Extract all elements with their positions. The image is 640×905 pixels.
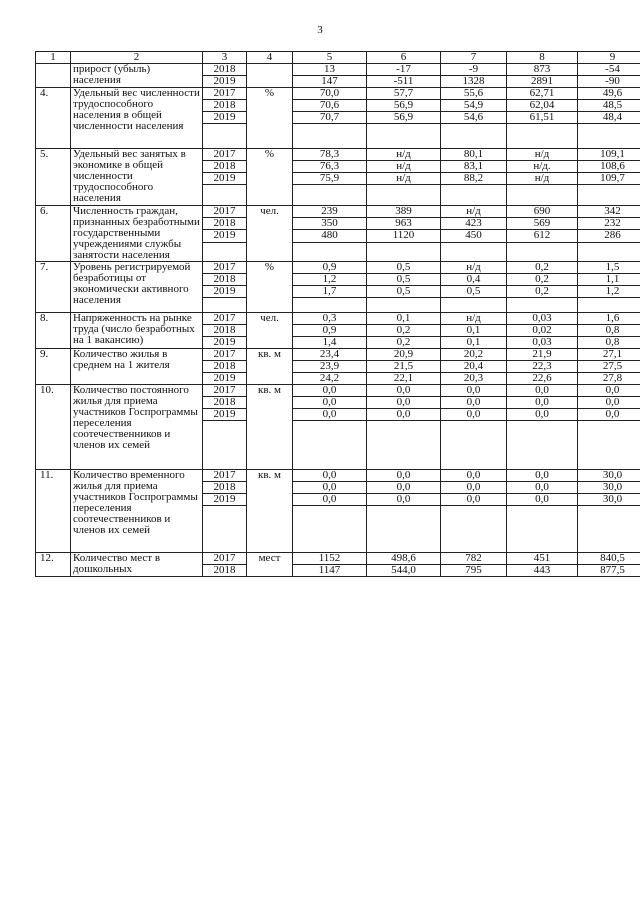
table-row [36, 88, 640, 100]
year-cell: 2019 [203, 494, 247, 506]
value-cell: 55,6 [441, 88, 507, 100]
value-cell: 0,0 [367, 482, 441, 494]
value-cell: 0,5 [441, 286, 507, 298]
year-cell: 2017 [203, 553, 247, 565]
value-cell: 0,2 [367, 337, 441, 349]
indicator-number: 9. [36, 349, 71, 385]
year-cell: 2018 [203, 64, 247, 76]
value-cell-empty [441, 185, 507, 206]
value-cell: 49,6 [578, 88, 640, 100]
value-cell: 480 [293, 230, 367, 242]
value-cell: 0,0 [507, 409, 578, 421]
value-cell-empty [578, 185, 640, 206]
value-cell-empty [578, 298, 640, 313]
value-cell: 54,9 [441, 100, 507, 112]
value-cell: 286 [578, 230, 640, 242]
value-cell: -511 [367, 76, 441, 88]
table-row [36, 206, 640, 218]
value-cell: 61,51 [507, 112, 578, 124]
value-cell-empty [507, 242, 578, 261]
value-cell: н/д [441, 206, 507, 218]
value-cell: 108,6 [578, 161, 640, 173]
value-cell: 78,3 [293, 149, 367, 161]
indicator-number: 12. [36, 553, 71, 577]
value-cell: 690 [507, 206, 578, 218]
year-cell: 2017 [203, 149, 247, 161]
value-cell-empty [507, 421, 578, 470]
indicator-name: Напряженность на рынке труда (число безработных на 1 вакансию) [71, 313, 203, 349]
value-cell: 0,2 [367, 325, 441, 337]
value-cell: 20,2 [441, 349, 507, 361]
column-header: 8 [507, 52, 578, 64]
year-cell: 2017 [203, 262, 247, 274]
value-cell: 20,4 [441, 361, 507, 373]
year-cell: 2018 [203, 482, 247, 494]
value-cell: -90 [578, 76, 640, 88]
value-cell: 443 [507, 565, 578, 577]
value-cell: 147 [293, 76, 367, 88]
value-cell: 0,5 [367, 262, 441, 274]
value-cell: 0,0 [293, 397, 367, 409]
value-cell-empty [507, 506, 578, 553]
value-cell-empty [367, 421, 441, 470]
value-cell-empty [293, 185, 367, 206]
value-cell: н/д [367, 161, 441, 173]
value-cell-empty [441, 242, 507, 261]
value-cell-empty [441, 124, 507, 149]
value-cell: 423 [441, 218, 507, 230]
value-cell: 1120 [367, 230, 441, 242]
value-cell: 963 [367, 218, 441, 230]
year-cell: 2018 [203, 361, 247, 373]
year-cell-empty [203, 242, 247, 261]
indicator-name: Количество постоянного жилья для приема участников Госпрограммы переселения соотечественников и членов их семей [71, 385, 203, 470]
year-cell: 2018 [203, 397, 247, 409]
indicator-name: Удельный вес численности трудоспособного населения в общей численности населения [71, 88, 203, 149]
value-cell: 54,6 [441, 112, 507, 124]
column-header: 5 [293, 52, 367, 64]
indicator-number: 8. [36, 313, 71, 349]
value-cell-empty [578, 506, 640, 553]
value-cell: 612 [507, 230, 578, 242]
indicator-name: Уровень регистрируемой безработицы от экономически активного населения [71, 262, 203, 313]
value-cell: -54 [578, 64, 640, 76]
value-cell: 0,0 [441, 409, 507, 421]
indicator-number: 4. [36, 88, 71, 149]
year-cell: 2018 [203, 218, 247, 230]
value-cell: 30,0 [578, 482, 640, 494]
year-cell: 2018 [203, 565, 247, 577]
value-cell: 0,5 [367, 274, 441, 286]
value-cell-empty [293, 242, 367, 261]
value-cell: 0,0 [441, 482, 507, 494]
value-cell: 1152 [293, 553, 367, 565]
value-cell: 1,5 [578, 262, 640, 274]
year-cell: 2019 [203, 373, 247, 385]
value-cell: 0,0 [441, 494, 507, 506]
column-header: 6 [367, 52, 441, 64]
year-cell: 2017 [203, 88, 247, 100]
table-row [36, 470, 640, 482]
page-number: 3 [317, 24, 323, 36]
indicator-name: прирост (убыль) населения [71, 64, 203, 88]
year-cell: 2017 [203, 313, 247, 325]
value-cell-empty [507, 124, 578, 149]
value-cell: -17 [367, 64, 441, 76]
value-cell: 0,0 [507, 385, 578, 397]
value-cell: 498,6 [367, 553, 441, 565]
value-cell: 1147 [293, 565, 367, 577]
value-cell: 27,1 [578, 349, 640, 361]
year-cell: 2019 [203, 230, 247, 242]
value-cell: 1,6 [578, 313, 640, 325]
indicator-number: 7. [36, 262, 71, 313]
value-cell: 1,1 [578, 274, 640, 286]
year-cell: 2019 [203, 76, 247, 88]
value-cell: 0,0 [578, 385, 640, 397]
value-cell: 1,2 [293, 274, 367, 286]
value-cell: 0,0 [507, 482, 578, 494]
year-cell: 2019 [203, 286, 247, 298]
value-cell: 21,9 [507, 349, 578, 361]
year-cell-empty [203, 506, 247, 553]
table-row [36, 313, 640, 325]
year-cell: 2018 [203, 325, 247, 337]
value-cell: 48,4 [578, 112, 640, 124]
value-cell: 109,7 [578, 173, 640, 185]
value-cell: 544,0 [367, 565, 441, 577]
value-cell: 0,9 [293, 262, 367, 274]
unit-cell: кв. м [247, 385, 293, 470]
year-cell-empty [203, 298, 247, 313]
value-cell: 239 [293, 206, 367, 218]
table-row [36, 64, 640, 76]
indicator-number: 10. [36, 385, 71, 470]
value-cell: 109,1 [578, 149, 640, 161]
value-cell-empty [578, 421, 640, 470]
value-cell: 0,8 [578, 325, 640, 337]
value-cell: 0,0 [367, 397, 441, 409]
value-cell: 21,5 [367, 361, 441, 373]
value-cell: 795 [441, 565, 507, 577]
value-cell: 22,3 [507, 361, 578, 373]
value-cell: 62,71 [507, 88, 578, 100]
unit-cell: чел. [247, 313, 293, 349]
year-cell: 2018 [203, 161, 247, 173]
value-cell: 0,0 [507, 494, 578, 506]
year-cell: 2018 [203, 274, 247, 286]
indicator-name: Количество мест в дошкольных [71, 553, 203, 577]
value-cell: 70,0 [293, 88, 367, 100]
value-cell-empty [367, 298, 441, 313]
year-cell-empty [203, 185, 247, 206]
value-cell: 0,0 [441, 385, 507, 397]
value-cell-empty [441, 421, 507, 470]
value-cell: 56,9 [367, 112, 441, 124]
value-cell: 0,0 [293, 409, 367, 421]
value-cell: 451 [507, 553, 578, 565]
indicator-number [36, 64, 71, 88]
value-cell: 13 [293, 64, 367, 76]
year-cell: 2017 [203, 385, 247, 397]
value-cell: 840,5 [578, 553, 640, 565]
value-cell: н/д [441, 313, 507, 325]
value-cell: 83,1 [441, 161, 507, 173]
value-cell: 24,2 [293, 373, 367, 385]
value-cell: 450 [441, 230, 507, 242]
value-cell: н/д [507, 173, 578, 185]
value-cell: 23,9 [293, 361, 367, 373]
value-cell: 75,9 [293, 173, 367, 185]
value-cell: н/д. [507, 161, 578, 173]
unit-cell: % [247, 262, 293, 313]
value-cell: 0,8 [578, 337, 640, 349]
unit-cell: % [247, 149, 293, 206]
value-cell: 350 [293, 218, 367, 230]
value-cell-empty [578, 124, 640, 149]
indicator-number: 5. [36, 149, 71, 206]
value-cell: 22,1 [367, 373, 441, 385]
value-cell: 20,9 [367, 349, 441, 361]
value-cell: 0,03 [507, 337, 578, 349]
value-cell: 1,2 [578, 286, 640, 298]
value-cell: н/д [367, 149, 441, 161]
table-row [36, 385, 640, 397]
value-cell: 23,4 [293, 349, 367, 361]
table-row [36, 349, 640, 361]
indicator-number: 6. [36, 206, 71, 262]
statistics-table-body [36, 52, 640, 577]
year-cell: 2017 [203, 349, 247, 361]
value-cell: н/д [441, 262, 507, 274]
value-cell: 877,5 [578, 565, 640, 577]
value-cell: 48,5 [578, 100, 640, 112]
value-cell: 569 [507, 218, 578, 230]
year-cell: 2018 [203, 100, 247, 112]
value-cell: 0,03 [507, 313, 578, 325]
unit-cell [247, 64, 293, 88]
value-cell: 1,7 [293, 286, 367, 298]
value-cell: 22,6 [507, 373, 578, 385]
value-cell: 0,2 [507, 262, 578, 274]
value-cell: 0,0 [507, 397, 578, 409]
year-cell: 2019 [203, 112, 247, 124]
value-cell: 20,3 [441, 373, 507, 385]
value-cell: 0,0 [367, 494, 441, 506]
value-cell: 0,4 [441, 274, 507, 286]
value-cell: 70,7 [293, 112, 367, 124]
value-cell: 0,0 [293, 482, 367, 494]
value-cell: 57,7 [367, 88, 441, 100]
column-header: 2 [71, 52, 203, 64]
value-cell: 0,0 [367, 409, 441, 421]
value-cell: 0,0 [293, 385, 367, 397]
value-cell: 0,2 [507, 286, 578, 298]
value-cell: 0,1 [367, 313, 441, 325]
value-cell-empty [293, 421, 367, 470]
value-cell: 782 [441, 553, 507, 565]
table-row [36, 149, 640, 161]
value-cell-empty [507, 185, 578, 206]
value-cell-empty [293, 298, 367, 313]
value-cell: 0,0 [293, 470, 367, 482]
value-cell: 0,02 [507, 325, 578, 337]
value-cell-empty [293, 124, 367, 149]
value-cell-empty [507, 298, 578, 313]
indicator-name: Удельный вес занятых в экономике в общей численности трудоспособного населения [71, 149, 203, 206]
value-cell-empty [367, 185, 441, 206]
value-cell: н/д [367, 173, 441, 185]
value-cell: 0,3 [293, 313, 367, 325]
table-row [36, 553, 640, 565]
value-cell: 30,0 [578, 494, 640, 506]
year-cell-empty [203, 124, 247, 149]
value-cell: 0,0 [507, 470, 578, 482]
value-cell: 62,04 [507, 100, 578, 112]
value-cell: 0,1 [441, 325, 507, 337]
column-header: 1 [36, 52, 71, 64]
indicator-name: Численность граждан, признанных безработными государственными учреждениями службы занятости населения [71, 206, 203, 262]
value-cell-empty [367, 242, 441, 261]
value-cell: 873 [507, 64, 578, 76]
year-cell-empty [203, 421, 247, 470]
column-header-row [36, 52, 640, 64]
value-cell: 2891 [507, 76, 578, 88]
value-cell: 27,5 [578, 361, 640, 373]
year-cell: 2019 [203, 409, 247, 421]
value-cell: 80,1 [441, 149, 507, 161]
value-cell: 0,2 [507, 274, 578, 286]
value-cell-empty [441, 298, 507, 313]
value-cell: 0,0 [578, 409, 640, 421]
value-cell: 1,4 [293, 337, 367, 349]
value-cell: 0,5 [367, 286, 441, 298]
value-cell-empty [367, 124, 441, 149]
value-cell: 30,0 [578, 470, 640, 482]
value-cell: 0,0 [367, 385, 441, 397]
value-cell: 27,8 [578, 373, 640, 385]
value-cell: 0,0 [441, 470, 507, 482]
year-cell: 2019 [203, 173, 247, 185]
value-cell-empty [578, 242, 640, 261]
value-cell: -9 [441, 64, 507, 76]
unit-cell: мест [247, 553, 293, 577]
column-header: 4 [247, 52, 293, 64]
value-cell: 389 [367, 206, 441, 218]
value-cell: 70,6 [293, 100, 367, 112]
year-cell: 2017 [203, 470, 247, 482]
value-cell-empty [293, 506, 367, 553]
unit-cell: кв. м [247, 349, 293, 385]
indicator-name: Количество жилья в среднем на 1 жителя [71, 349, 203, 385]
year-cell: 2017 [203, 206, 247, 218]
indicator-number: 11. [36, 470, 71, 553]
value-cell: 56,9 [367, 100, 441, 112]
column-header: 9 [578, 52, 640, 64]
value-cell-empty [367, 506, 441, 553]
value-cell: 0,1 [441, 337, 507, 349]
year-cell: 2019 [203, 337, 247, 349]
unit-cell: % [247, 88, 293, 149]
value-cell: 0,0 [293, 494, 367, 506]
value-cell: 342 [578, 206, 640, 218]
value-cell: н/д [507, 149, 578, 161]
table-row [36, 262, 640, 274]
value-cell: 232 [578, 218, 640, 230]
unit-cell: чел. [247, 206, 293, 262]
value-cell: 0,0 [578, 397, 640, 409]
column-header: 3 [203, 52, 247, 64]
value-cell: 0,0 [367, 470, 441, 482]
value-cell: 76,3 [293, 161, 367, 173]
unit-cell: кв. м [247, 470, 293, 553]
column-header: 7 [441, 52, 507, 64]
value-cell: 0,9 [293, 325, 367, 337]
statistics-table [35, 51, 640, 577]
value-cell-empty [441, 506, 507, 553]
value-cell: 0,0 [441, 397, 507, 409]
value-cell: 88,2 [441, 173, 507, 185]
value-cell: 1328 [441, 76, 507, 88]
indicator-name: Количество временного жилья для приема участников Госпрограммы переселения соотечественников и членов их семей [71, 470, 203, 553]
